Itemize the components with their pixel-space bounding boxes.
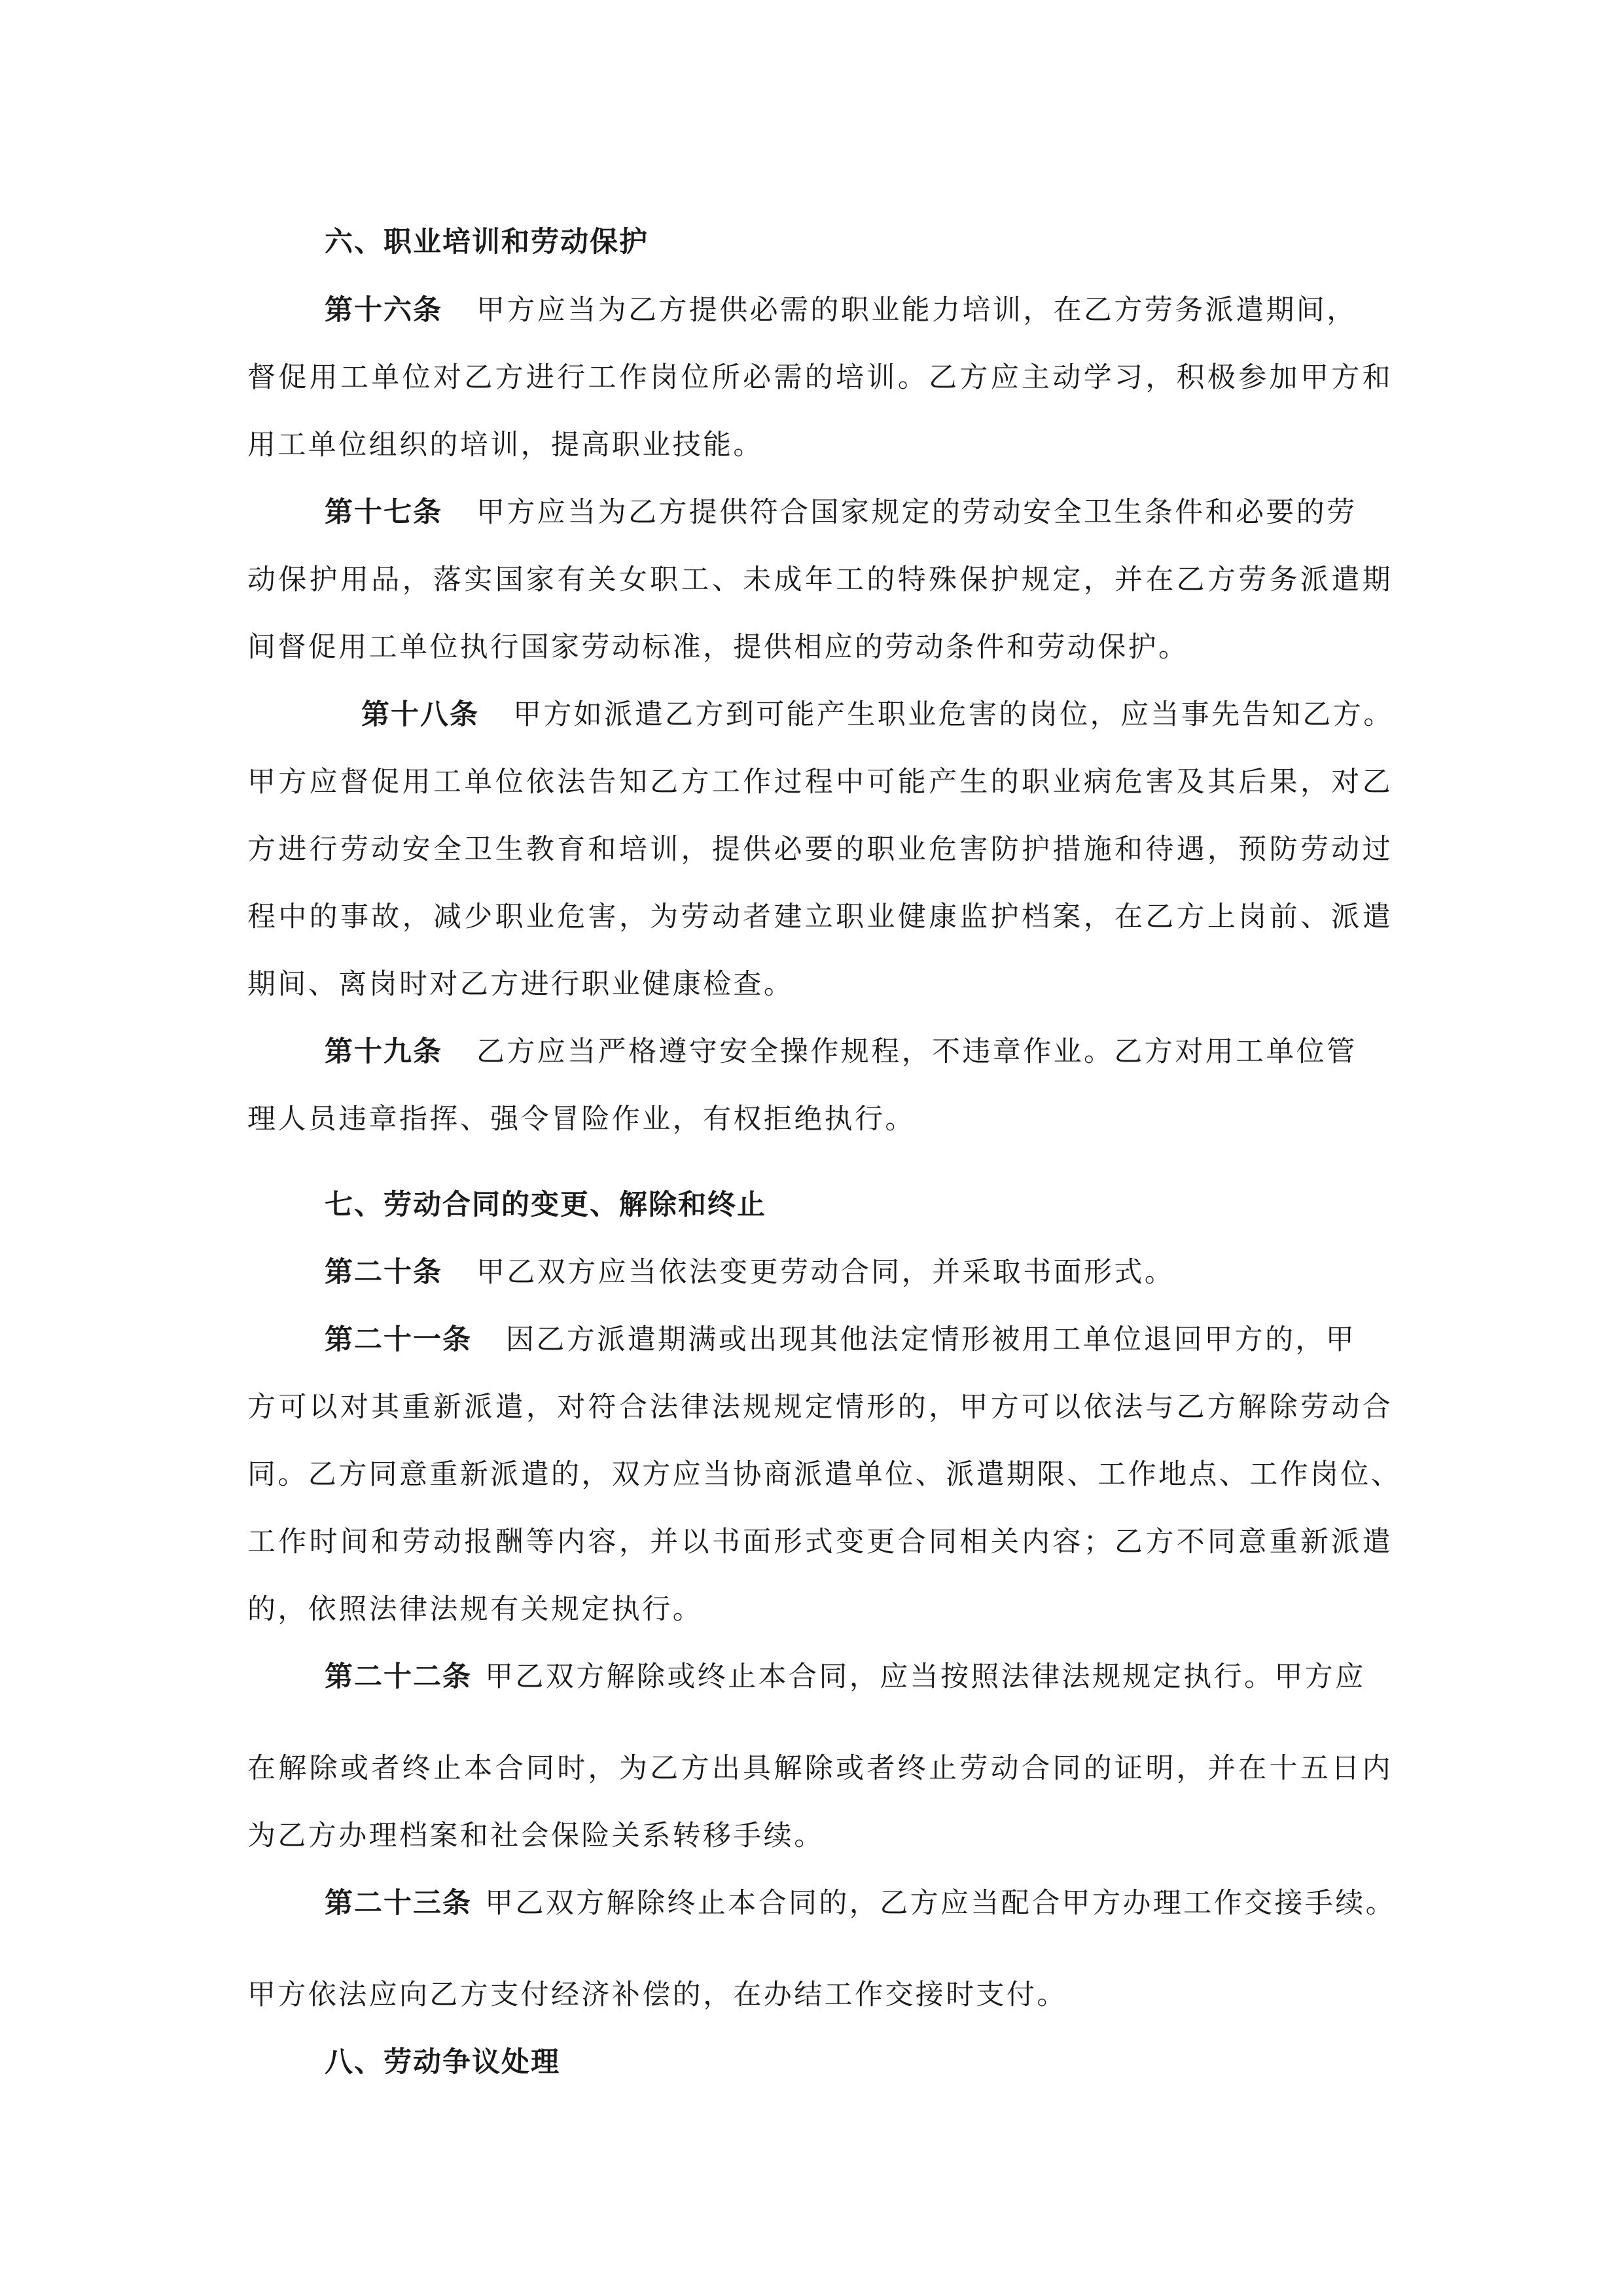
article-21-number: 第二十一条 — [325, 1323, 472, 1356]
article-21-line-2: 方可以对其重新派遣，对符合法律法规规定情形的，甲方可以依法与乙方解除劳动合 — [247, 1391, 1393, 1424]
article-16-line-1 — [325, 291, 1470, 329]
article-16-line-3: 用工单位组织的培训，提高职业技能。 — [247, 429, 764, 461]
article-17-line-2: 动保护用品，落实国家有关女职工、未成年工的特殊保护规定，并在乙方劳务派遣期 — [247, 564, 1393, 596]
article-22-number: 第二十二条 — [325, 1660, 472, 1693]
article-21-line-1 — [325, 1321, 1470, 1359]
article-21-line-5: 的，依照法律法规有关规定执行。 — [247, 1593, 703, 1626]
article-22-text-1: 甲乙双方解除或终止本合同，应当按照法律法规规定执行。甲方应 — [485, 1660, 1366, 1693]
section-heading-8: 八、劳动争议处理 — [325, 2046, 560, 2079]
article-20-text-1: 甲乙双方应当依法变更劳动合同，并采取书面形式。 — [476, 1256, 1175, 1289]
article-21-line-4: 工作时间和劳动报酬等内容，并以书面形式变更合同相关内容；乙方不同意重新派遣 — [247, 1526, 1393, 1558]
article-18-line-3: 方进行劳动安全卫生教育和培训，提供必要的职业危害防护措施和待遇，预防劳动过 — [247, 833, 1393, 866]
article-18-line-1 — [361, 696, 1507, 734]
article-20-line-1 — [325, 1253, 1470, 1291]
article-21-text-1: 因乙方派遣期满或出现其他法定情形被用工单位退回甲方的，甲 — [506, 1323, 1357, 1356]
article-22-line-1 — [325, 1658, 1470, 1696]
article-18-text-1: 甲方如派遣乙方到可能产生职业危害的岗位，应当事先告知乙方。 — [513, 698, 1394, 731]
article-21-line-3: 同。乙方同意重新派遣的，双方应当协商派遣单位、派遣期限、工作地点、工作岗位、 — [247, 1458, 1402, 1491]
section-heading-7: 七、劳动合同的变更、解除和终止 — [325, 1189, 766, 1221]
article-18-number: 第十八条 — [361, 698, 479, 731]
article-18-line-5: 期间、离岗时对乙方进行职业健康检查。 — [247, 968, 794, 1001]
article-18-line-4: 程中的事故，减少职业危害，为劳动者建立职业健康监护档案，在乙方上岗前、派遣 — [247, 901, 1393, 933]
section-heading-6: 六、职业培训和劳动保护 — [325, 226, 649, 259]
article-17-number: 第十七条 — [325, 496, 442, 529]
article-16-text-1: 甲方应当为乙方提供必需的职业能力培训，在乙方劳务派遣期间， — [476, 294, 1357, 327]
article-23-line-1 — [325, 1884, 1470, 1922]
article-22-line-2: 在解除或者终止本合同时，为乙方出具解除或者终止劳动合同的证明，并在十五日内 — [247, 1752, 1393, 1785]
article-17-line-1 — [325, 493, 1470, 531]
article-20-number: 第二十条 — [325, 1256, 442, 1289]
article-17-text-1: 甲方应当为乙方提供符合国家规定的劳动安全卫生条件和必要的劳 — [476, 496, 1357, 529]
article-22-line-3: 为乙方办理档案和社会保险关系转移手续。 — [247, 1820, 825, 1852]
article-23-line-2: 甲方依法应向乙方支付经济补偿的，在办结工作交接时支付。 — [247, 1979, 1067, 2011]
article-18-line-2: 甲方应督促用工单位依法告知乙方工作过程中可能产生的职业病危害及其后果，对乙 — [247, 766, 1393, 798]
article-23-number: 第二十三条 — [325, 1887, 472, 1920]
article-16-number: 第十六条 — [325, 294, 442, 327]
article-16-line-2: 督促用工单位对乙方进行工作岗位所必需的培训。乙方应主动学习，积极参加甲方和 — [247, 361, 1393, 394]
article-19-number: 第十九条 — [325, 1035, 442, 1068]
article-23-text-1: 甲乙双方解除终止本合同的，乙方应当配合甲方办理工作交接手续。 — [485, 1887, 1396, 1920]
article-17-line-3: 间督促用工单位执行国家劳动标准，提供相应的劳动条件和劳动保护。 — [247, 631, 1189, 664]
article-19-line-1 — [325, 1033, 1470, 1071]
article-19-text-1: 乙方应当严格遵守安全操作规程，不违章作业。乙方对用工单位管 — [476, 1035, 1357, 1068]
article-19-line-2: 理人员违章指挥、强令冒险作业，有权拒绝执行。 — [247, 1103, 916, 1136]
